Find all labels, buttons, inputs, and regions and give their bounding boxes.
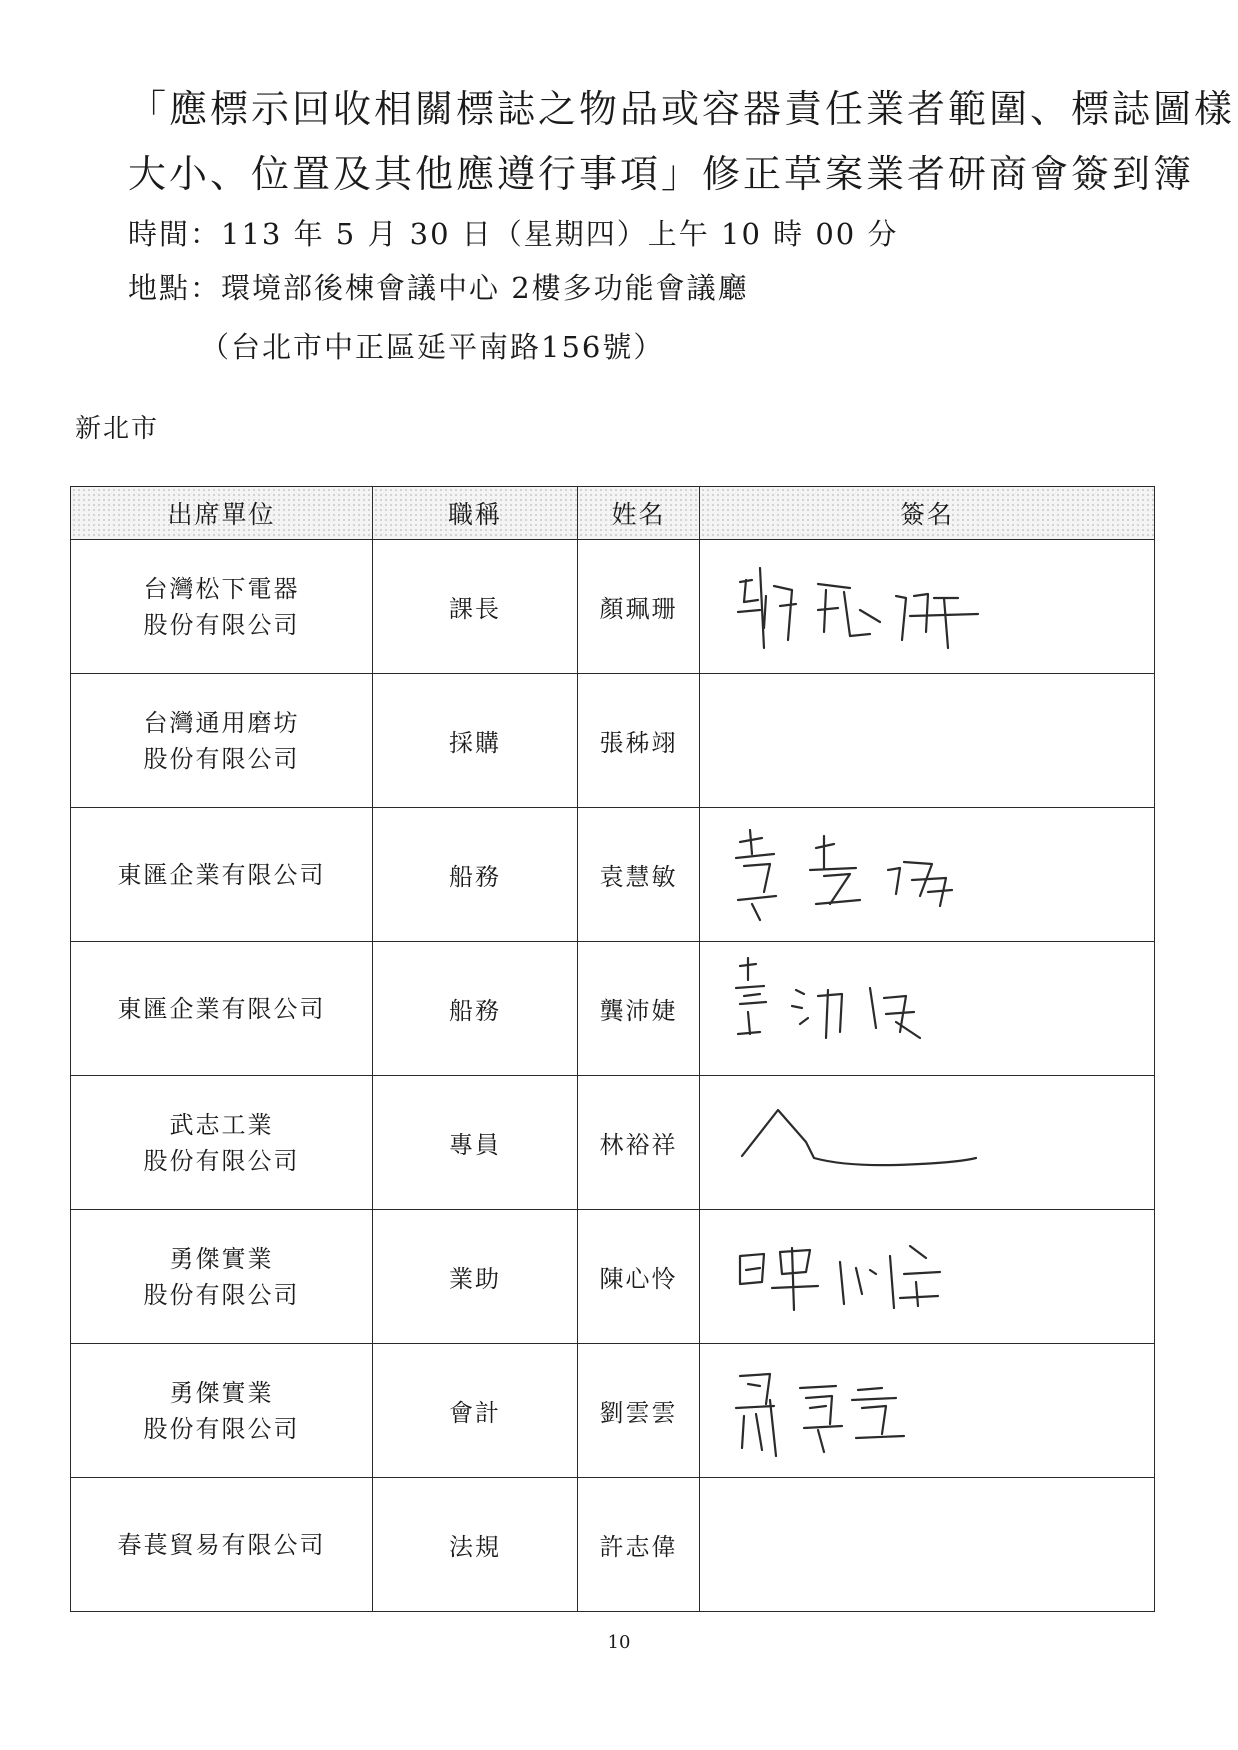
meeting-address: （台北市中正區延平南路156號） [200, 330, 665, 364]
cell-unit [71, 1210, 373, 1344]
handwritten-signature [700, 1344, 1155, 1477]
header-signature: 簽名 [700, 487, 1155, 540]
cell-unit [71, 1344, 373, 1478]
cell-name: 劉雲雲 [578, 1344, 700, 1478]
cell-unit [71, 674, 373, 808]
handwritten-signature [700, 942, 1155, 1075]
cell-title: 船務 [373, 808, 578, 942]
cell-title: 會計 [373, 1344, 578, 1478]
table-row [71, 808, 1155, 942]
region-label: 新北市 [75, 414, 160, 444]
signature-stroke [742, 1110, 976, 1165]
table-row [71, 1344, 1155, 1478]
signature-stroke [810, 836, 860, 904]
signature-stroke [896, 594, 978, 648]
table-row [71, 540, 1155, 674]
cell-title: 船務 [373, 942, 578, 1076]
unit-line: 春萇貿易有限公司 [117, 1530, 326, 1559]
handwritten-signature [700, 540, 1155, 673]
cell-name: 袁慧敏 [578, 808, 700, 942]
cell-unit [71, 942, 373, 1076]
document-title-line-2: 大小、位置及其他應遵行事項」修正草案業者研商會簽到簿 [128, 152, 1195, 196]
attendance-table [70, 486, 1155, 1612]
cell-signature [700, 540, 1155, 674]
header-title: 職稱 [373, 487, 578, 540]
unit-line: 台灣通用磨坊 [143, 708, 300, 737]
table-header-row [71, 487, 1155, 540]
unit-line: 武志工業 [169, 1110, 274, 1139]
cell-unit [71, 540, 373, 674]
meeting-place: 地點：環境部後棟會議中心 2樓多功能會議廳 [128, 271, 749, 305]
handwritten-signature [700, 808, 1155, 941]
cell-name: 龔沛婕 [578, 942, 700, 1076]
unit-line: 東匯企業有限公司 [117, 994, 326, 1023]
document-title-line-1: 「應標示回收相關標誌之物品或容器責任業者範圍、標誌圖樣 [128, 87, 1236, 131]
cell-title: 專員 [373, 1076, 578, 1210]
cell-unit [71, 808, 373, 942]
signature-stroke [818, 584, 880, 636]
cell-signature [700, 1478, 1155, 1612]
meeting-time: 時間：113 年 5 月 30 日（星期四）上午 10 時 00 分 [128, 217, 899, 251]
signature-stroke [736, 830, 776, 920]
unit-line: 勇傑實業 [169, 1244, 274, 1273]
table-row [71, 1210, 1155, 1344]
cell-signature [700, 1210, 1155, 1344]
cell-name: 張秭翊 [578, 674, 700, 808]
table-row [71, 674, 1155, 808]
cell-title: 課長 [373, 540, 578, 674]
cell-name: 林裕祥 [578, 1076, 700, 1210]
cell-title: 採購 [373, 674, 578, 808]
page-number: 10 [607, 1632, 631, 1653]
unit-line: 台灣松下電器 [143, 574, 300, 603]
table-row [71, 942, 1155, 1076]
signature-stroke [840, 1262, 876, 1304]
cell-signature [700, 674, 1155, 808]
cell-signature [700, 1344, 1155, 1478]
cell-name: 陳心怜 [578, 1210, 700, 1344]
cell-signature [700, 1076, 1155, 1210]
unit-line: 東匯企業有限公司 [117, 860, 326, 889]
signature-stroke [888, 862, 952, 906]
cell-title: 業助 [373, 1210, 578, 1344]
signature-stroke [738, 568, 796, 648]
signature-stroke [890, 1246, 940, 1308]
header-name: 姓名 [578, 487, 700, 540]
signature-stroke [740, 1248, 818, 1310]
header-unit: 出席單位 [71, 487, 373, 540]
cell-unit [71, 1076, 373, 1210]
unit-line: 股份有限公司 [143, 744, 300, 773]
unit-line: 股份有限公司 [143, 1146, 300, 1175]
handwritten-signature [700, 1210, 1155, 1343]
cell-title: 法規 [373, 1478, 578, 1612]
cell-signature [700, 942, 1155, 1076]
table-row [71, 1478, 1155, 1612]
signature-stroke [736, 1374, 776, 1456]
unit-line: 股份有限公司 [143, 610, 300, 639]
unit-line: 股份有限公司 [143, 1414, 300, 1443]
handwritten-signature [700, 1076, 1155, 1209]
signature-stroke [800, 1386, 842, 1452]
signature-stroke [792, 990, 842, 1038]
cell-name: 顏珮珊 [578, 540, 700, 674]
unit-line: 股份有限公司 [143, 1280, 300, 1309]
table-row [71, 1076, 1155, 1210]
signature-stroke [852, 1388, 904, 1438]
signature-stroke [870, 988, 920, 1038]
signature-stroke [736, 958, 766, 1034]
cell-signature [700, 808, 1155, 942]
cell-unit [71, 1478, 373, 1612]
table-body [71, 540, 1155, 1612]
unit-line: 勇傑實業 [169, 1378, 274, 1407]
cell-name: 許志偉 [578, 1478, 700, 1612]
